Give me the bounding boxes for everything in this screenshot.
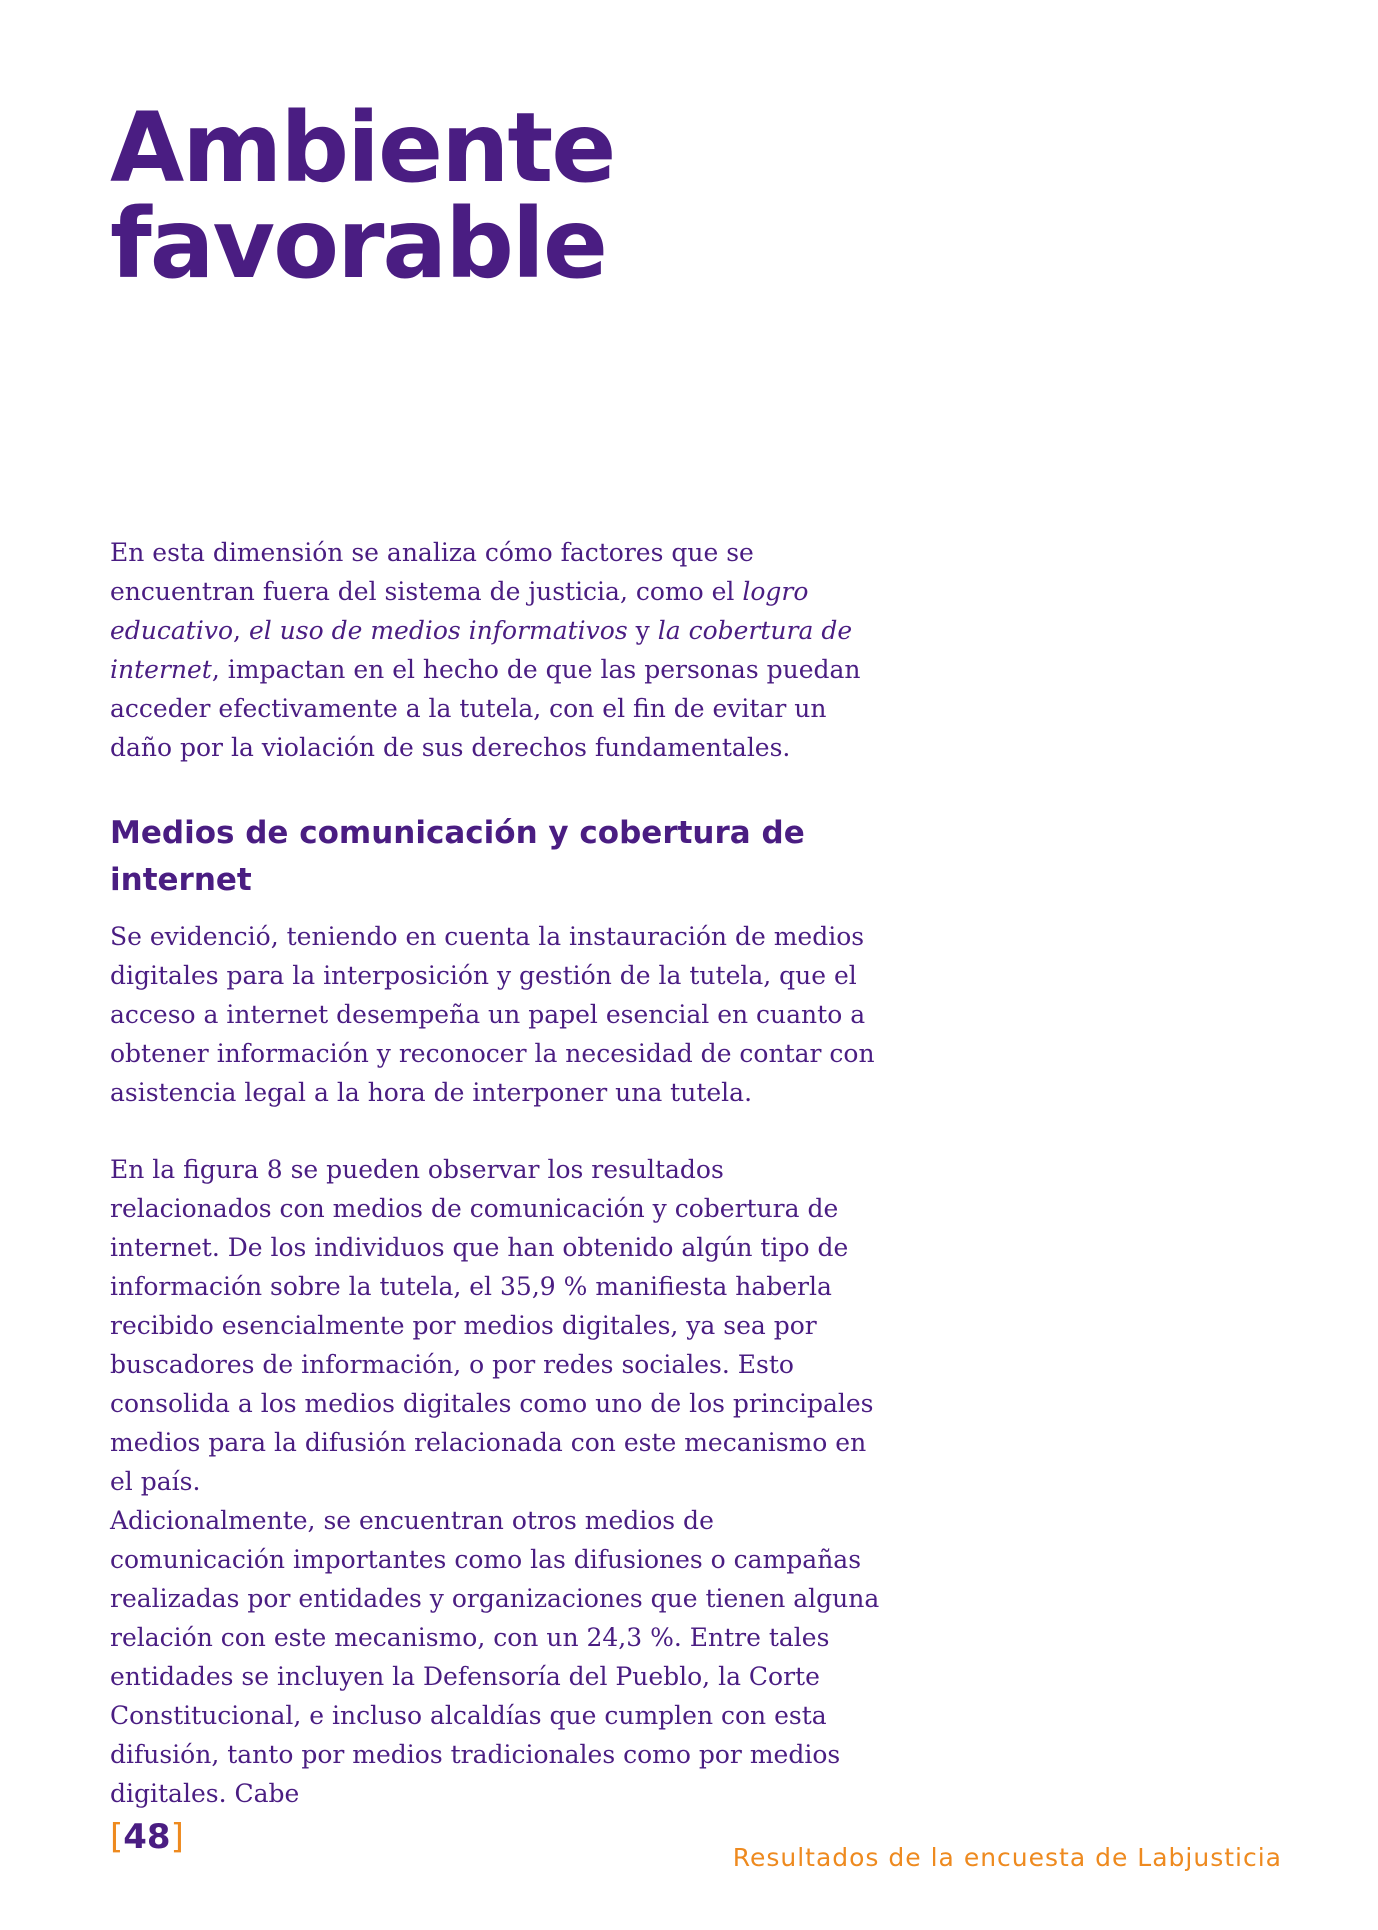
page-number-value: 48 xyxy=(123,1817,171,1857)
intro-emphasis-3: la cobertura de internet xyxy=(110,616,853,684)
intro-emphasis-2: el uso de medios informativos xyxy=(248,616,628,645)
intro-paragraph xyxy=(110,533,880,767)
page-number-bracket-open: [ xyxy=(110,1817,124,1857)
section-heading: Medios de comunicación y cobertura de internet xyxy=(110,815,805,898)
intro-text-3: y xyxy=(627,616,658,645)
page-title xyxy=(110,92,615,300)
running-footer-title: Resultados de la encuesta de Labjusticia xyxy=(732,1843,1282,1872)
intro-text-1: En esta dimensión se analiza cómo factores que se encuentran fuera del sistema de justicia, como el xyxy=(110,538,754,606)
body-paragraph-2: En la figura 8 se pueden observar los resultados relacionados con medios de comunicación y cobertura de internet. De los individuos que han obtenido algún tipo de información sobre la tutela, el 35,9 % manifiesta haberla recibido esencialmente por medios digitales, ya sea por buscadores de información, o por redes sociales. Esto consolida a los medios digitales como uno de los principales medios para la difusión relacionada con este mecanismo en el país. xyxy=(110,1155,874,1496)
title-line-2: favorable xyxy=(110,188,606,300)
body-paragraph-3: Adicionalmente, se encuentran otros medios de comunicación importantes como las difusiones o campañas realizadas por entidades y organizaciones que tienen alguna relación con este mecanismo, con un 24,3 %. Entre tales entidades se incluyen la Defensoría del Pueblo, la Corte Constitucional, e incluso alcaldías que cumplen con esta difusión, tanto por medios tradicionales como por medios digitales. Cabe xyxy=(110,1506,880,1808)
title-line-1: Ambiente xyxy=(110,92,615,204)
page-number xyxy=(110,1817,184,1857)
intro-text-4: , impactan en el hecho de que las personas puedan acceder efectivamente a la tutela, con el fin de evitar un daño por la violación de sus derechos fundamentales. xyxy=(110,655,861,762)
intro-emphasis-1: logro educativo xyxy=(110,577,809,645)
intro-text-2: , xyxy=(233,616,249,645)
body-paragraph-1: Se evidenció, teniendo en cuenta la instauración de medios digitales para la interposición y gestión de la tutela, que el acceso a internet desempeña un papel esencial en cuanto a obtener información y reconocer la necesidad de contar con asistencia legal a la hora de interponer una tutela. xyxy=(110,922,875,1107)
page-number-bracket-close: ] xyxy=(170,1817,184,1857)
